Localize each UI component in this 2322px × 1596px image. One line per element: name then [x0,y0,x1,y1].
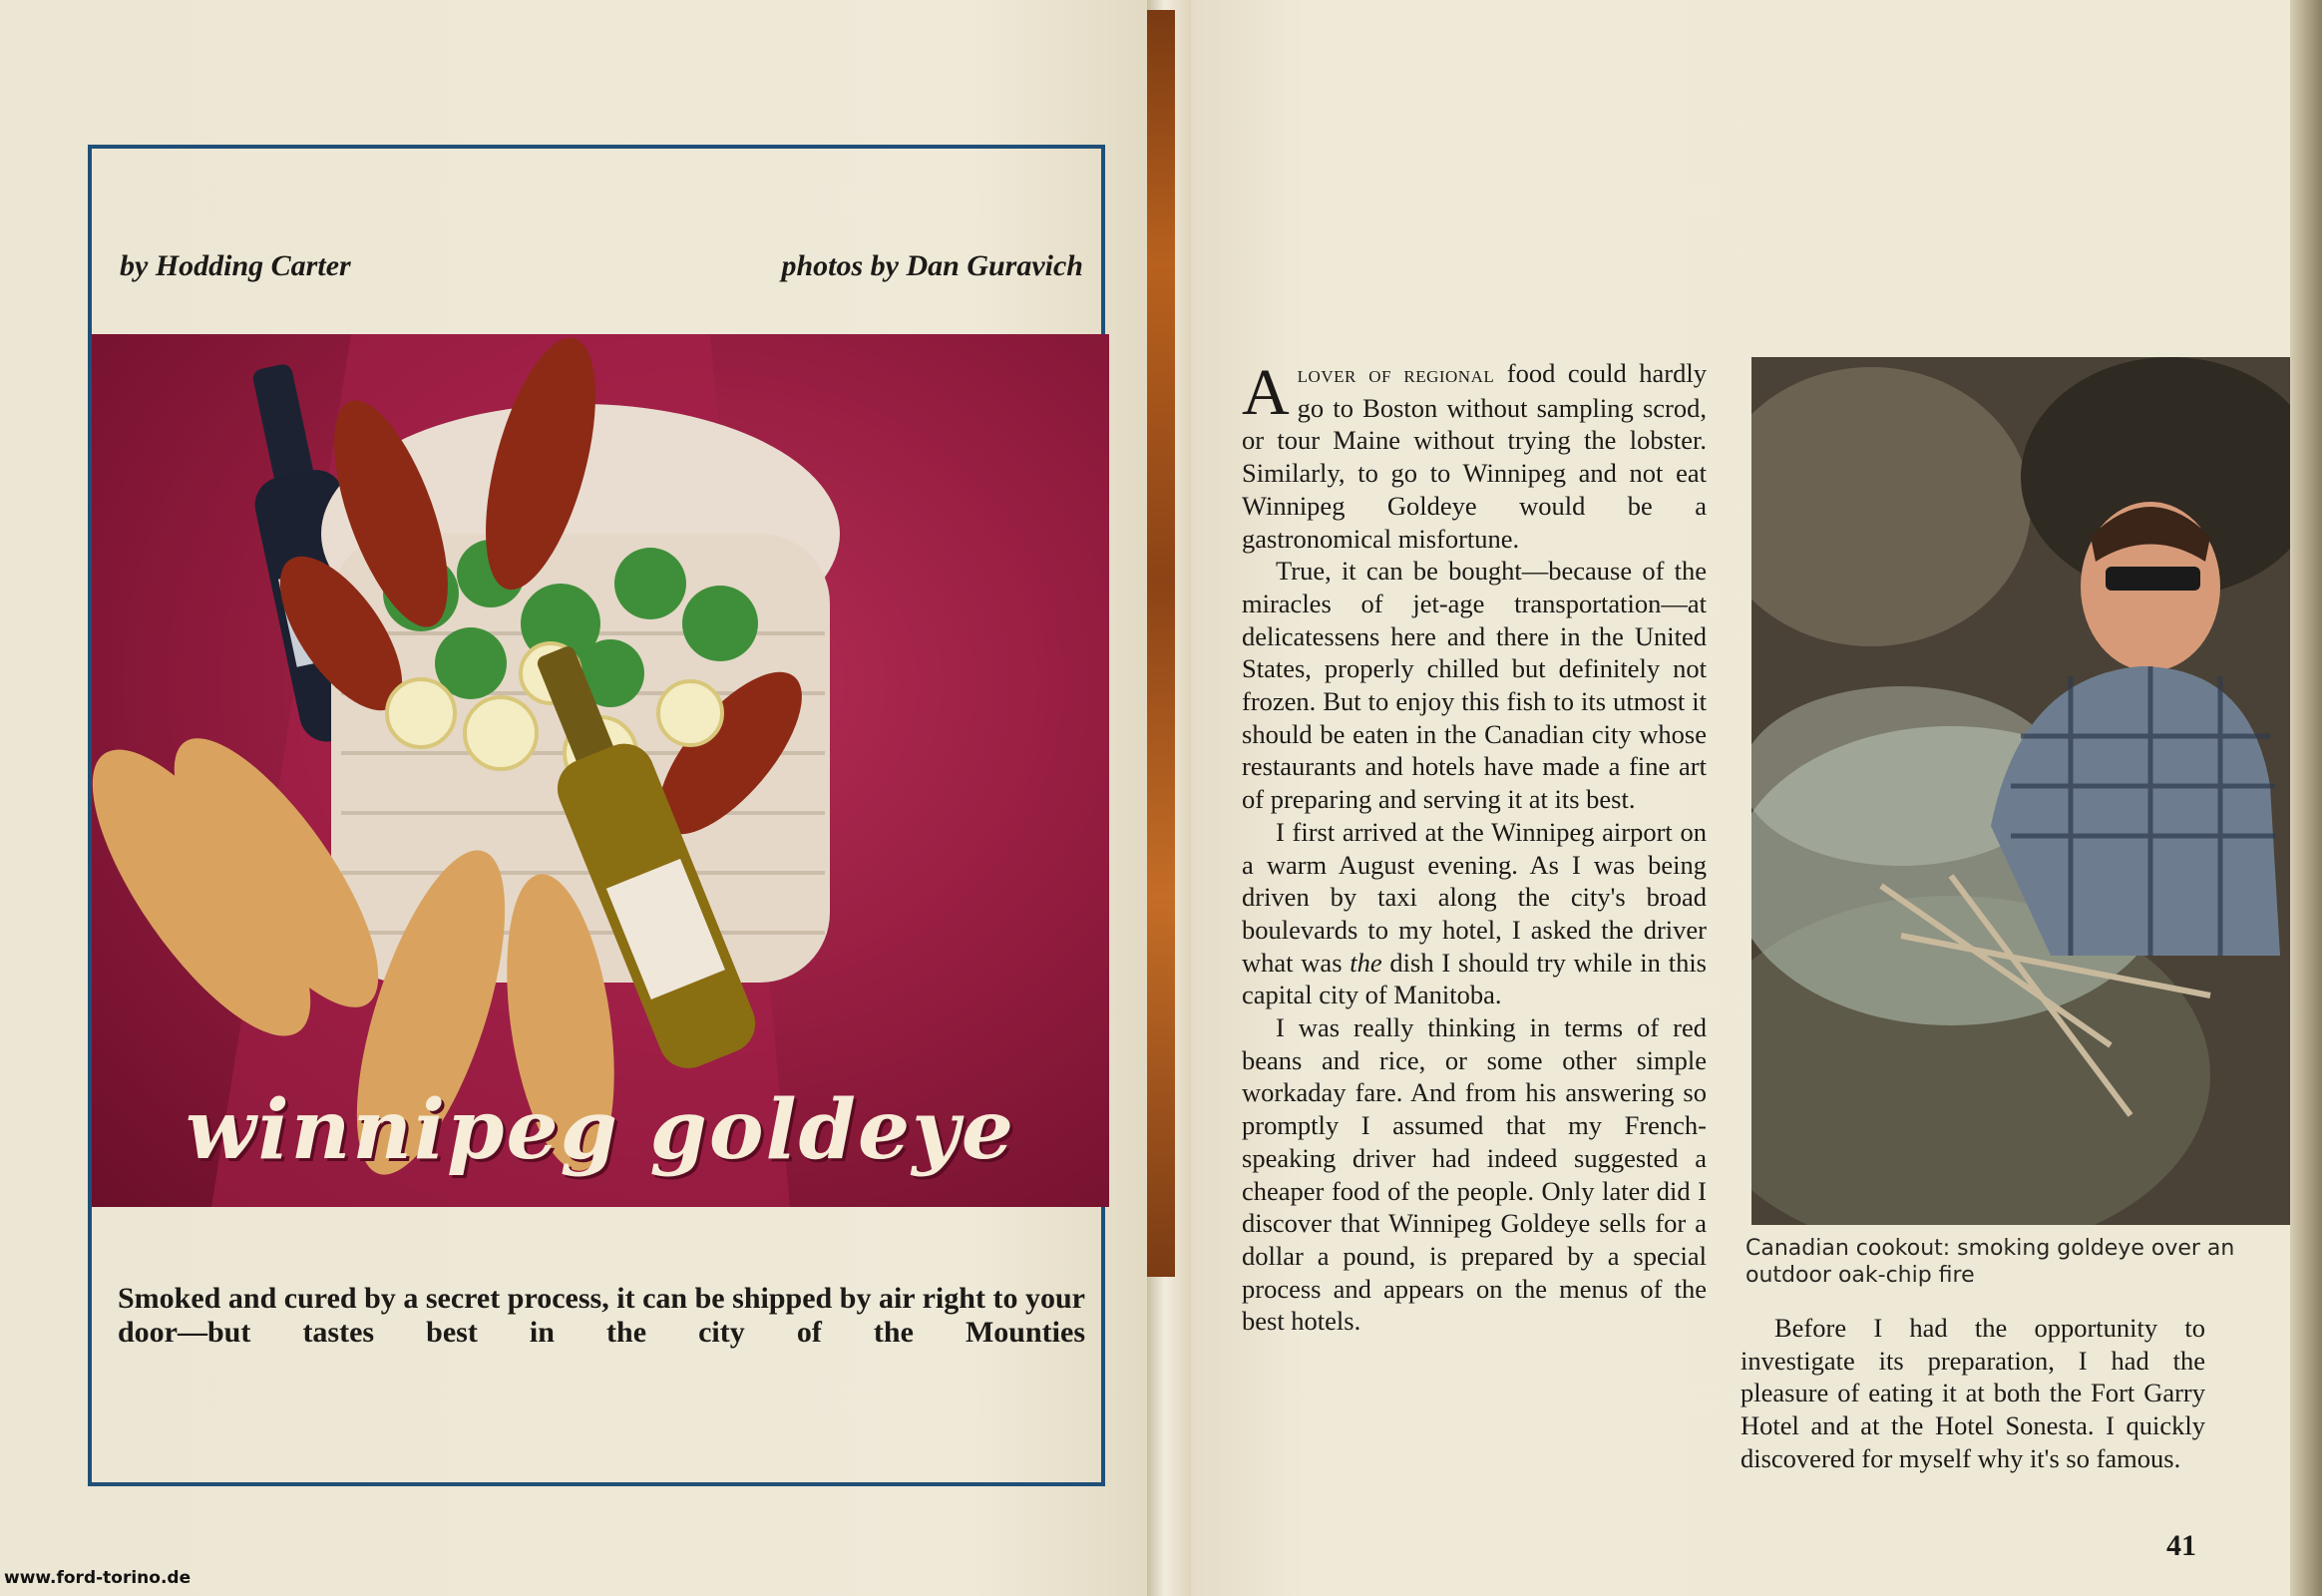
lead-in-smallcaps: lover of regional [1297,362,1495,388]
hero-photo [92,334,1109,1207]
paragraph-3-text-b: dish I should try while in this capital city of Manitoba. [1242,947,1707,1010]
paragraph-4: I was really thinking in terms of red beans and rice, or some other simple workaday fare. And from his answering so promptly I assumed that my French-speaking driver had indeed suggested a cheaper food of the people. Only later did I discover that Winnipeg Goldeye sells for a dollar a pound, is prepared by a special process and appears on the menus of the best hotels. [1242,1012,1707,1337]
article-title: winnipeg goldeye [185,1082,1016,1178]
photo-caption: Canadian cookout: smoking goldeye over an outdoor oak-chip fire [1745,1236,2235,1288]
cookout-photo [1751,357,2290,1225]
site-watermark: www.ford-torino.de [4,1568,192,1588]
article-subhead: Smoked and cured by a secret process, it can be shipped by air right to your door—but tastes best in the city of the Mounties [118,1282,1085,1349]
author-byline: by Hodding Carter [120,249,351,282]
paragraph-3-text-a: I first arrived at the Winnipeg airport on a warm August evening. As I was being driven by taxi along the city's broad boulevards to my hotel, I asked the driver what was [1242,816,1707,978]
body-column-2 [1741,1312,2205,1475]
page-edge [2290,0,2322,1596]
paragraph-1-text: food could hardly go to Boston without sampling scrod, or tour Maine without trying the lobster. Similarly, to go to Winnipeg and not eat Winnipeg Goldeye would be a gastronomical misfortune. [1242,358,1707,554]
photo-byline: photos by Dan Guravich [781,249,1083,282]
page-number: 41 [2166,1529,2196,1562]
paragraph-1 [1242,357,1707,555]
man-smoking-fish-illustration [1751,357,2290,1225]
picnic-basket-illustration [92,334,1109,1207]
paragraph-2: True, it can be bought—because of the miracles of jet-age transportation—at delicatessens here and there in the United States, properly chilled but definitely not frozen. But to enjoy this fish to its utmost it should be eaten in the Canadian city whose restaurants and hotels have made a fine art of preparing and serving it at its best. [1242,556,1707,815]
bleed-photo-strip [1147,10,1175,1277]
paragraph-5: Before I had the opportunity to investigate its preparation, I had the pleasure of eating it at both the Fort Garry Hotel and at the Hotel Sonesta. I quickly discovered for myself why it's so famous. [1741,1313,2205,1473]
paragraph-3-emphasis: the [1350,947,1382,978]
body-column-1 [1242,357,1707,1338]
drop-cap: A [1242,356,1290,429]
paragraph-3 [1242,816,1707,1011]
